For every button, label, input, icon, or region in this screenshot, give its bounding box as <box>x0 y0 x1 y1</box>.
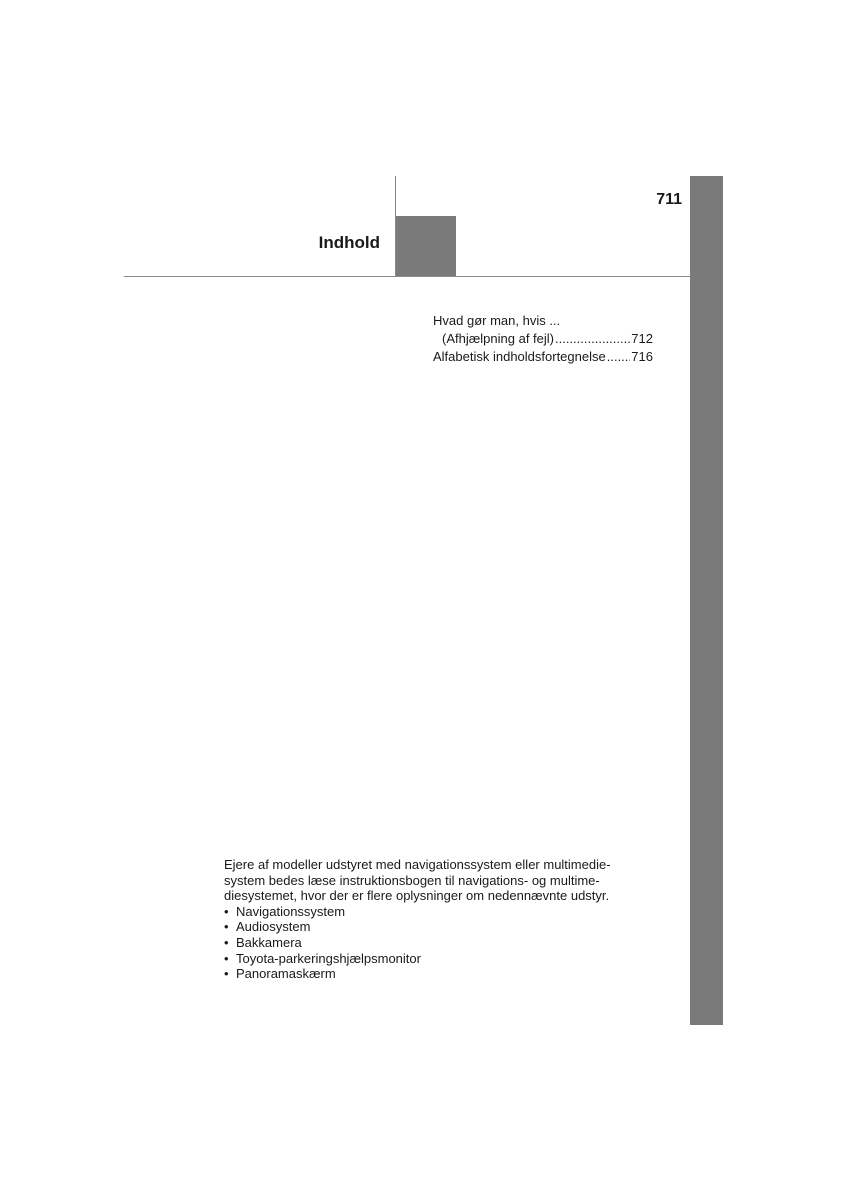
list-item <box>224 904 644 920</box>
equipment-note <box>224 857 644 982</box>
note-intro-line: system bedes læse instruktionsbogen til navigations- og multime- <box>224 872 600 888</box>
toc-entry-index[interactable] <box>433 348 653 366</box>
chapter-color-block <box>396 216 456 276</box>
list-item <box>224 951 644 967</box>
list-item <box>224 935 644 951</box>
side-thumb-tab <box>690 176 723 1025</box>
bullet-icon: • <box>224 966 229 982</box>
list-item-label: Panoramaskærm <box>236 966 336 982</box>
chapter-title: Indhold <box>318 233 380 252</box>
header-horizontal-rule <box>124 276 690 277</box>
page-number: 711 <box>656 191 682 208</box>
toc-leader-dots <box>607 348 631 366</box>
toc-entry-page: 712 <box>631 331 653 346</box>
list-item <box>224 966 644 982</box>
toc-entry-troubleshooting[interactable] <box>433 330 653 348</box>
list-item-label: Toyota-parkeringshjælpsmonitor <box>236 950 421 966</box>
table-of-contents <box>433 312 653 366</box>
list-item <box>224 919 644 935</box>
list-item-label: Audiosystem <box>236 919 311 935</box>
toc-entry-troubleshooting-heading: Hvad gør man, hvis ... <box>433 313 561 328</box>
bullet-icon: • <box>224 950 229 966</box>
toc-leader-dots <box>555 330 630 348</box>
toc-entry-page: 716 <box>631 349 653 364</box>
bullet-icon: • <box>224 934 229 950</box>
bullet-icon: • <box>224 903 229 919</box>
equipment-list <box>224 904 644 982</box>
toc-entry-label: Alfabetisk indholdsfortegnelse <box>433 349 606 364</box>
note-intro-line: Ejere af modeller udstyret med navigationssystem eller multimedie- <box>224 857 611 872</box>
toc-entry-label: (Afhjælpning af fejl) <box>442 331 554 346</box>
note-intro-line: diesystemet, hvor der er flere oplysninger om nedennævnte udstyr. <box>224 888 610 904</box>
list-item-label: Navigationssystem <box>236 903 346 919</box>
note-intro <box>224 857 644 904</box>
list-item-label: Bakkamera <box>236 934 302 950</box>
bullet-icon: • <box>224 919 229 935</box>
